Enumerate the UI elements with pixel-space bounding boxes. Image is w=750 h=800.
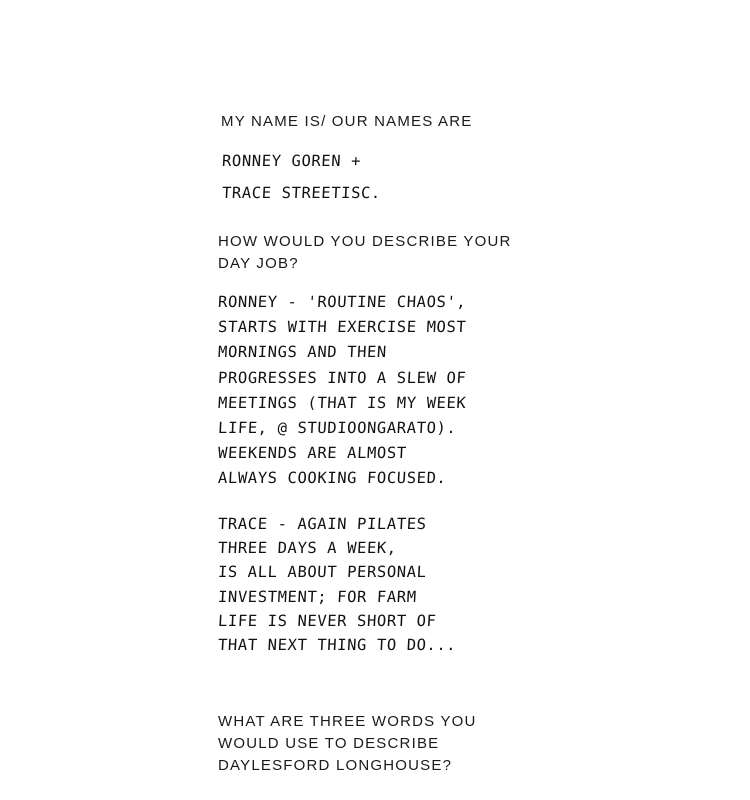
handwritten-answer-trace <box>218 512 456 657</box>
handwritten-line: THAT NEXT THING TO DO... <box>217 636 457 655</box>
handwritten-line: MORNINGS AND THEN <box>217 343 388 362</box>
handwritten-line: INVESTMENT; FOR FARM <box>217 587 418 606</box>
handwritten-line: WEEKENDS ARE ALMOST <box>217 444 408 463</box>
handwritten-answer-ronney <box>218 290 466 492</box>
handwritten-line: RONNEY - 'ROUTINE CHAOS', <box>217 293 467 311</box>
handwritten-line: RONNEY GOREN + <box>221 152 362 170</box>
question-day-job: HOW WOULD YOU DESCRIBE YOUR DAY JOB? <box>218 233 512 272</box>
handwritten-line: TRACE - AGAIN PILATES <box>217 515 428 533</box>
question-three-words: WHAT ARE THREE WORDS YOU WOULD USE TO DESCRIBE DAYLESFORD LONGHOUSE? <box>218 713 477 774</box>
handwritten-line: IS ALL ABOUT PERSONAL <box>217 563 428 582</box>
handwritten-line: PROGRESSES INTO A SLEW OF <box>217 368 467 387</box>
handwritten-line: ALWAYS COOKING FOCUSED. <box>217 469 447 488</box>
question-name: MY NAME IS/ OUR NAMES ARE <box>221 113 473 130</box>
handwritten-line: TRACE STREETISC. <box>221 184 382 202</box>
handwritten-line: THREE DAYS A WEEK, <box>217 539 398 558</box>
handwritten-line: LIFE IS NEVER SHORT OF <box>217 611 437 630</box>
handwritten-line: MEETINGS (THAT IS MY WEEK <box>217 393 467 412</box>
handwritten-line: LIFE, @ STUDIOONGARATO). <box>217 419 457 438</box>
handwritten-answer-names <box>222 145 381 209</box>
handwritten-line: STARTS WITH EXERCISE MOST <box>217 318 467 337</box>
